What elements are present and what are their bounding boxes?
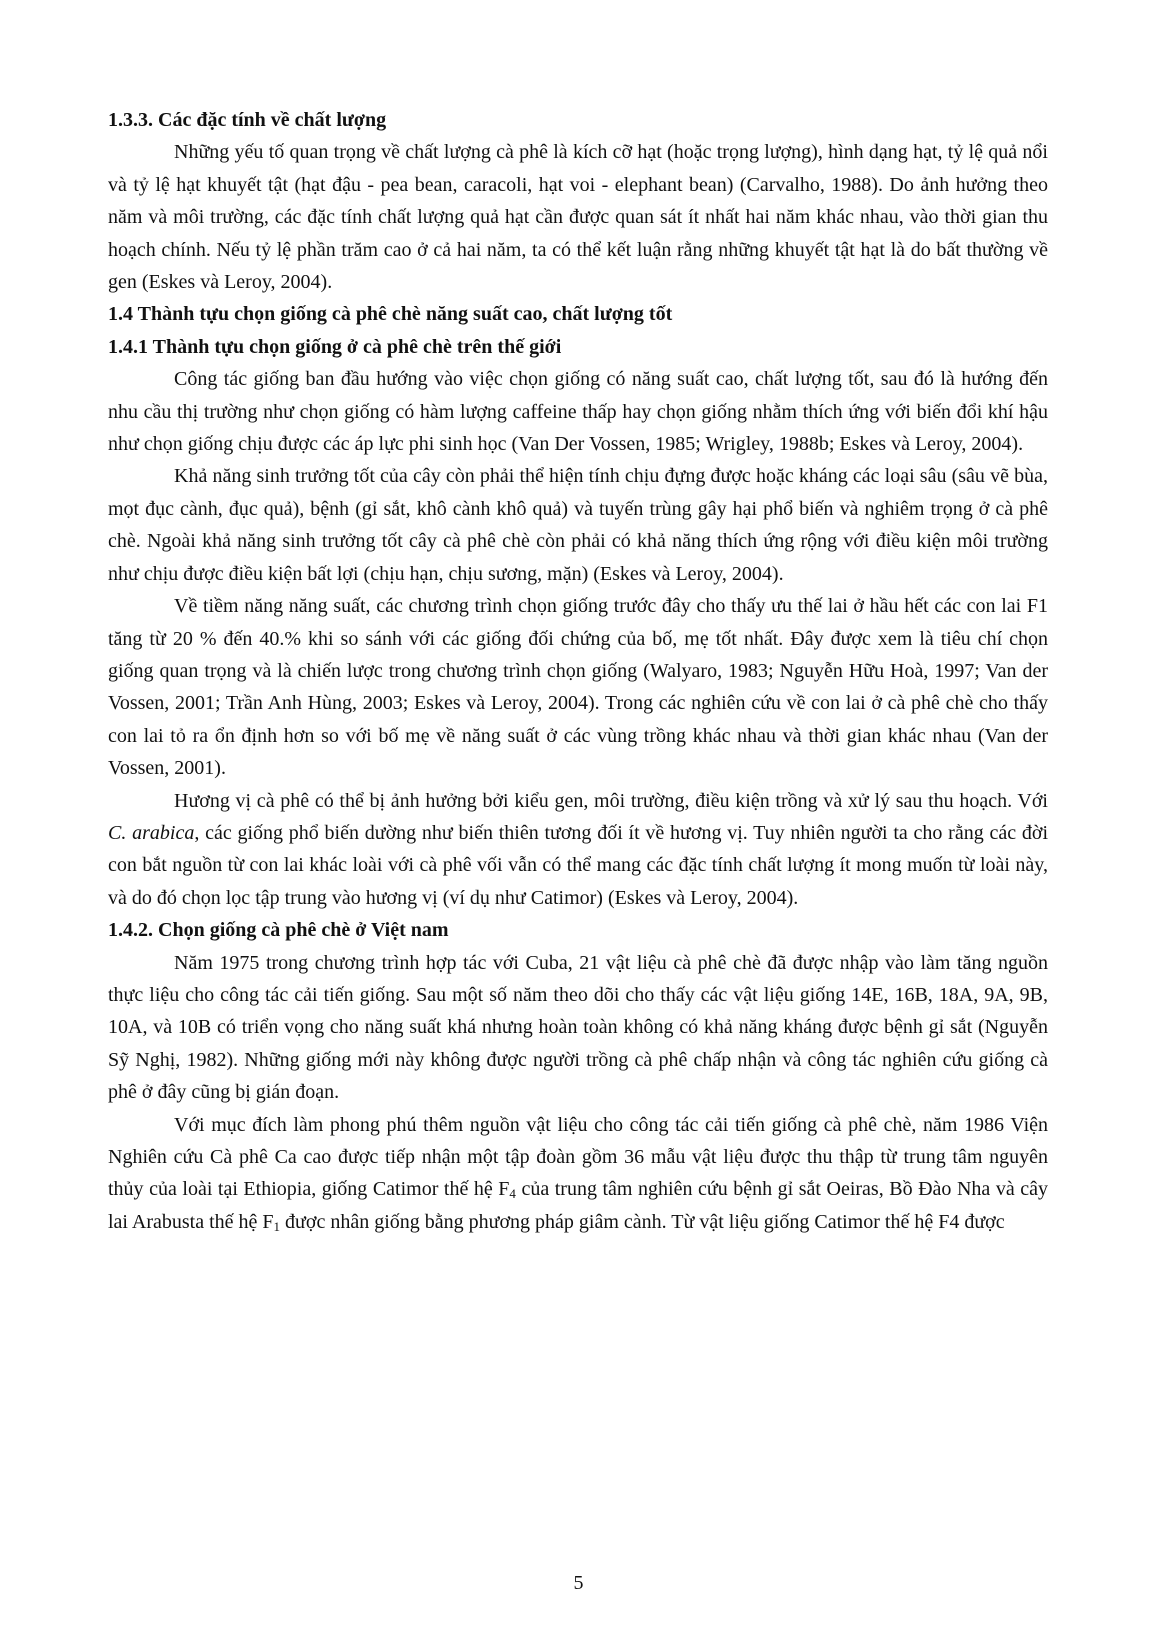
paragraph: Khả năng sinh trưởng tốt của cây còn phải thể hiện tính chịu đựng được hoặc kháng các loại sâu (sâu vẽ bùa, mọt đục cành, đục quả), bệnh (gỉ sắt, khô cành khô quả) và tuyến trùng gây hại phổ biến và nghiêm trọng ở cà phê chè. Ngoài khả năng sinh trưởng tốt cây cà phê chè còn phải có khả năng thích ứng rộng với điều kiện môi trường như chịu được điều kiện bất lợi (chịu hạn, chịu sương, mặn) (Eskes và Leroy, 2004). [108,465,1048,585]
paragraph [108,1109,1048,1239]
paragraph: Về tiềm năng năng suất, các chương trình chọn giống trước đây cho thấy ưu thế lai ở hầu hết các con lai F1 tăng từ 20 % đến 40.% khi so sánh với các giống đối chứng của bố, mẹ tốt nhất. Đây được xem là tiêu chí chọn giống quan trọng và là chiến lược trong chương trình chọn giống (Walyaro, 1983; Nguyễn Hữu Hoà, 1997; Van der Vossen, 2001; Trần Anh Hùng, 2003; Eskes và Leroy, 2004). Trong các nghiên cứu về con lai ở cà phê chè cho thấy con lai tỏ ra ổn định hơn so với bố mẹ về năng suất ở các vùng trồng khác nhau và thời gian khác nhau (Van der Vossen, 2001). [108,595,1048,780]
paragraph-text: của trung tâm nghiên cứu bệnh gỉ sắt Oeiras, Bồ Đào Nha và cây lai Arabusta thế hệ F [108,1178,1048,1233]
paragraph: Những yếu tố quan trọng về chất lượng cà phê là kích cỡ hạt (hoặc trọng lượng), hình dạng hạt, tỷ lệ quả nổi và tỷ lệ hạt khuyết tật (hạt đậu - pea bean, caracoli, hạt voi - elephant bean) (Carvalho, 1988). Do ảnh hưởng theo năm và môi trường, các đặc tính chất lượng quả hạt cần được quan sát ít nhất hai năm khác nhau, vào thời gian thu hoạch chính. Nếu tỷ lệ phần trăm cao ở cả hai năm, ta có thể kết luận rằng những khuyết tật hạt là do bất thường về gen (Eskes và Leroy, 2004). [108,141,1048,294]
paragraph [108,785,1048,915]
section-heading-1-4-2: 1.4.2. Chọn giống cà phê chè ở Việt nam [108,919,449,942]
subscript: 4 [509,1186,516,1202]
section-heading-1-4: 1.4 Thành tựu chọn giống cà phê chè năng suất cao, chất lượng tốt [108,303,673,326]
paragraph-text: Với mục đích làm phong phú thêm nguồn vật liệu cho công tác cải tiến giống cà phê chè, năm 1986 Viện Nghiên cứu Cà phê Ca cao được tiếp nhận một tập đoàn gồm 36 mẫu vật liệu được thu thập từ trung tâm nguyên thủy của loài tại Ethiopia, giống Catimor thế hệ F [108,1113,1048,1201]
document-page [108,104,1048,1238]
paragraph: Công tác giống ban đầu hướng vào việc chọn giống có năng suất cao, chất lượng tốt, sau đó là hướng đến nhu cầu thị trường như chọn giống có hàm lượng caffeine thấp hay chọn giống nhằm thích ứng với biến đổi khí hậu như chọn giống chịu được các áp lực phi sinh học (Van Der Vossen, 1985; Wrigley, 1988b; Eskes và Leroy, 2004). [108,368,1048,456]
paragraph-text: được nhân giống bằng phương pháp giâm cành. Từ vật liệu giống Catimor thế hệ F4 được [280,1210,1005,1233]
page-number: 5 [573,1572,584,1594]
section-heading-1-4-1: 1.4.1 Thành tựu chọn giống ở cà phê chè trên thế giới [108,335,562,358]
paragraph-text: Hương vị cà phê có thể bị ảnh hưởng bởi kiểu gen, môi trường, điều kiện trồng và xử lý sau thu hoạch. Với [174,789,1048,812]
species-name: C. arabica [108,821,195,844]
subscript: 1 [273,1218,281,1234]
paragraph-text: , các giống phổ biến dường như biến thiên tương đối ít về hương vị. Tuy nhiên người ta cho rằng các đời con bắt nguồn từ con lai khác loài với cà phê vối vẫn có thể mang các đặc tính chất lượng ít mong muốn từ loài này, và do đó chọn lọc tập trung vào hương vị (ví dụ như Catimor) (Eskes và Leroy, 2004). [108,821,1049,909]
paragraph: Năm 1975 trong chương trình hợp tác với Cuba, 21 vật liệu cà phê chè đã được nhập vào làm tăng nguồn thực liệu cho công tác cải tiến giống. Sau một số năm theo dõi cho thấy các vật liệu giống 14E, 16B, 18A, 9A, 9B, 10A, và 10B có triển vọng cho năng suất khá nhưng hoàn toàn không có khả năng kháng được bệnh gỉ sắt (Nguyễn Sỹ Nghị, 1982). Những giống mới này không được người trồng cà phê chấp nhận và công tác nghiên cứu giống cà phê ở đây cũng bị gián đoạn. [108,951,1048,1104]
section-heading-1-3-3: 1.3.3. Các đặc tính về chất lượng [108,109,387,131]
